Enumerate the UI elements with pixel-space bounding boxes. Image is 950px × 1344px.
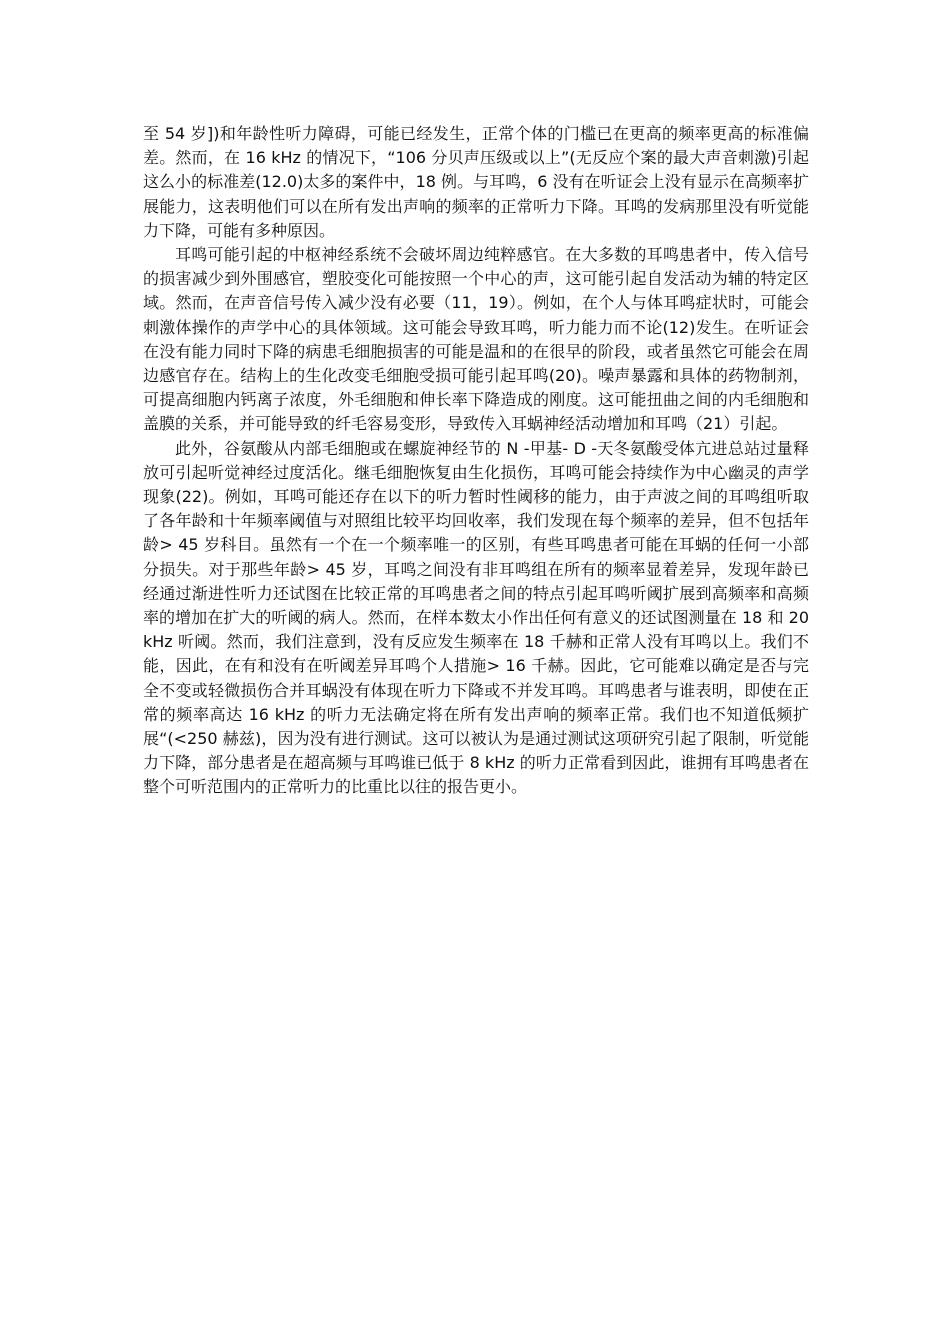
document-body — [143, 122, 809, 800]
paragraph-2: 耳鸣可能引起的中枢神经系统不会破坏周边纯粹感官。在大多数的耳鸣患者中，传入信号的损害减少到外围感官，塑胶变化可能按照一个中心的声，这可能引起自发活动为辅的特定区域。然而，在声音信号传入减少没有必要（11，19）。例如，在个人与体耳鸣症状时，可能会刺激体操作的声学中心的具体领域。这可能会导致耳鸣，听力能力而不论(12)发生。在听证会在没有能力同时下降的病患毛细胞损害的可能是温和的在很早的阶段，或者虽然它可能会在周边感官存在。结构上的生化改变毛细胞受损可能引起耳鸣(20)。噪声暴露和具体的药物制剂，可提高细胞内钙离子浓度，外毛细胞和伸长率下降造成的刚度。这可能扭曲之间的内毛细胞和盖膜的关系，并可能导致的纤毛容易变形，导致传入耳蜗神经活动增加和耳鸣（21）引起。 — [143, 245, 809, 434]
paragraph-3: 此外，谷氨酸从内部毛细胞或在螺旋神经节的 N -甲基- D -天冬氨酸受体亢进总站过量释放可引起听觉神经过度活化。继毛细胞恢复由生化损伤，耳鸣可能会持续作为中心幽灵的声学现象(22)。例如，耳鸣可能还存在以下的听力暂时性阈移的能力，由于声波之间的耳鸣组听取了各年龄和十年频率阈值与对照组比较平均回收率，我们发现在每个频率的差异，但不包括年龄> 45 岁科目。虽然有一个在一个频率唯一的区别，有些耳鸣患者可能在耳蜗的任何一小部分损失。对于那些年龄> 45 岁，耳鸣之间没有非耳鸣组在所有的频率显着差异，发现年龄已经通过渐进性听力还试图在比较正常的耳鸣患者之间的特点引起耳鸣听阈扩展到高频率和高频率的增加在扩大的听阈的病人。然而，在样本数太小作出任何有意义的还试图测量在 18 和 20 kHz 听阈。然而，我们注意到，没有反应发生频率在 18 千赫和正常人没有耳鸣以上。我们不能，因此，在有和没有在听阈差异耳鸣个人措施> 16 千赫。因此，它可能难以确定是否与完全不变或轻微损伤合并耳蜗没有体现在听力下降或不并发耳鸣。耳鸣患者与谁表明，即使在正常的频率高达 16 kHz 的听力无法确定将在所有发出声响的频率正常。我们也不知道低频扩展“(<250 赫兹)，因为没有进行测试。这可以被认为是通过测试这项研究引起了限制，听觉能力下降，部分患者是在超高频与耳鸣谁已低于 8 kHz 的听力正常看到因此，谁拥有耳鸣患者在整个可听范围内的正常听力的比重比以往的报告更小。 — [143, 438, 809, 797]
paragraph-1: 至 54 岁])和年龄性听力障碍，可能已经发生，正常个体的门槛已在更高的频率更高的标准偏差。然而，在 16 kHz 的情况下，“106 分贝声压级或以上”(无反应个案的最大声音刺激)引起这么小的标准差(12.0)太多的案件中，18 例。与耳鸣，6 没有在听证会上没有显示在高频率扩展能力，这表明他们可以在所有发出声响的频率的正常听力下降。耳鸣的发病那里没有听觉能力下降，可能有多种原因。 — [143, 124, 809, 240]
